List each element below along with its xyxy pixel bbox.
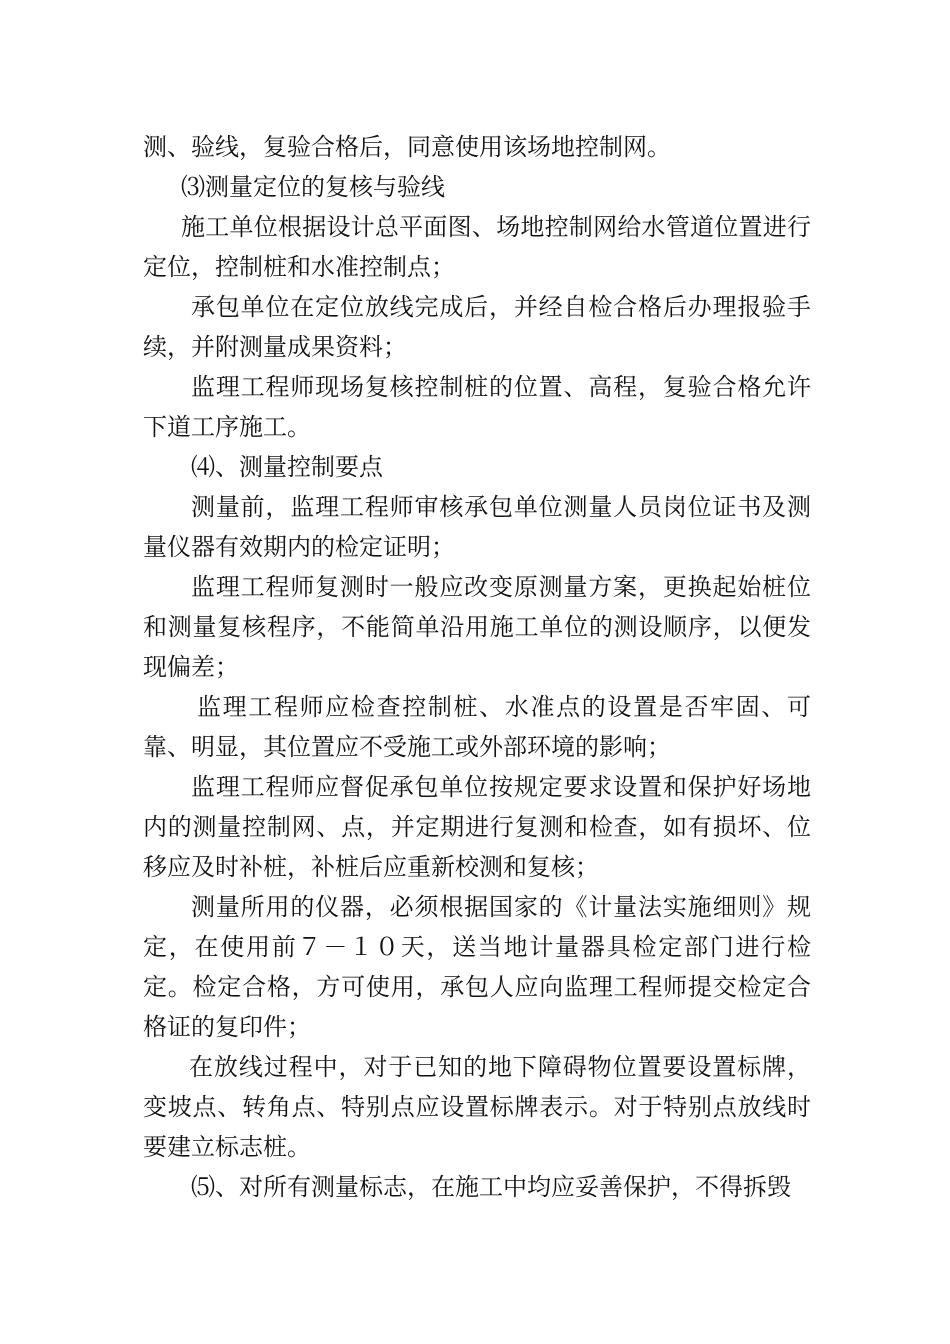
paragraph-control-pile-check: 监理工程师应检查控制桩、水准点的设置是否牢固、可靠、明显，其位置应不受施工或外部环境的影响； — [143, 693, 811, 761]
paragraph-mark-protection: ⑸、对所有测量标志，在施工中均应妥善保护，不得拆毁 — [191, 1173, 791, 1201]
paragraph-construction-positioning: 施工单位根据设计总平面图、场地控制网给水管道位置进行定位，控制桩和水准控制点； — [143, 213, 811, 281]
paragraph-resurvey-method: 监理工程师复测时一般应改变原测量方案，更换起始桩位和测量复核程序，不能简单沿用施工单位的测设顺序，以便发现偏差； — [143, 573, 811, 681]
paragraph-engineer-review: 监理工程师现场复核控制桩的位置、高程，复验合格允许下道工序施工。 — [143, 373, 811, 441]
paragraph-certificate-review: 测量前，监理工程师审核承包单位测量人员岗位证书及测量仪器有效期内的检定证明； — [143, 493, 811, 561]
document-body — [143, 127, 811, 1207]
heading-positioning-review: ⑶测量定位的复核与验线 — [181, 173, 445, 201]
paragraph-control-network-protection: 监理工程师应督促承包单位按规定要求设置和保护好场地内的测量控制网、点，并定期进行复测和检查，如有损坏、位移应及时补桩，补桩后应重新校测和复核； — [143, 773, 811, 881]
paragraph-survey-acceptance: 测、验线，复验合格后，同意使用该场地控制网。 — [143, 133, 671, 161]
paragraph-instrument-verification: 测量所用的仪器，必须根据国家的《计量法实施细则》规定，在使用前７－１０天，送当地计量器具检定部门进行检定。检定合格，方可使用，承包人应向监理工程师提交检定合格证的复印件； — [143, 893, 811, 1041]
paragraph-contractor-inspection: 承包单位在定位放线完成后，并经自检合格后办理报验手续，并附测量成果资料； — [143, 293, 811, 361]
paragraph-setting-out-markers: 在放线过程中，对于已知的地下障碍物位置要设置标牌，变坡点、转角点、特别点应设置标牌表示。对于特别点放线时要建立标志桩。 — [143, 1053, 811, 1161]
heading-survey-control-points: ⑷、测量控制要点 — [191, 453, 383, 481]
